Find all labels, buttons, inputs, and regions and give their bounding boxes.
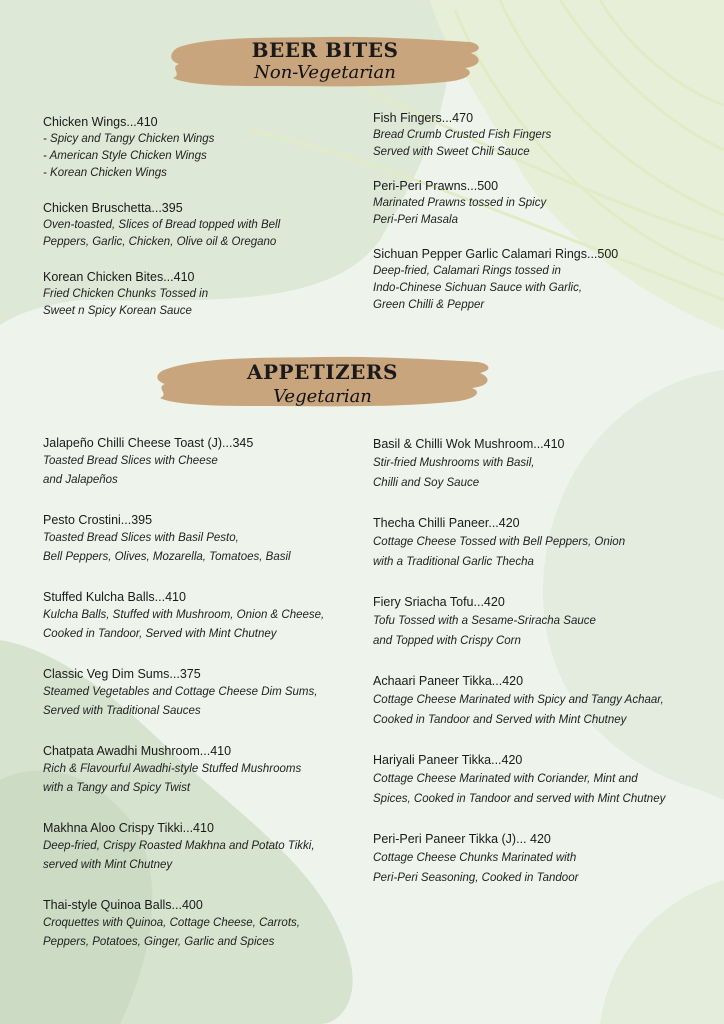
- menu-item-name: Peri-Peri Paneer Tikka (J)... 420: [373, 832, 551, 846]
- section-title: BEER BITES: [251, 38, 399, 62]
- menu-item: [373, 831, 713, 888]
- menu-item-name: Hariyali Paneer Tikka...420: [373, 753, 523, 767]
- menu-item-name: Pesto Crostini...395: [43, 513, 153, 527]
- menu-item-description: Peri-Peri Seasoning, Cooked in Tandoor: [373, 872, 579, 884]
- menu-item: [43, 435, 353, 490]
- menu-item-description: Bread Crumb Crusted Fish Fingers: [373, 129, 552, 141]
- menu-item-description: Toasted Bread Slices with Cheese: [43, 455, 218, 467]
- menu-item-name: Sichuan Pepper Garlic Calamari Rings...500: [373, 247, 619, 261]
- menu-item-description: Peppers, Potatoes, Ginger, Garlic and Spices: [43, 936, 275, 948]
- menu-item-description: Oven-toasted, Slices of Bread topped with Bell: [43, 219, 281, 231]
- menu-item-description: with a Traditional Garlic Thecha: [373, 556, 534, 568]
- menu-item-description: - American Style Chicken Wings: [43, 150, 207, 162]
- menu-item-description: Croquettes with Quinoa, Cottage Cheese, Carrots,: [43, 917, 300, 929]
- menu-item-description: Fried Chicken Chunks Tossed in: [43, 288, 209, 300]
- menu-item: [373, 110, 703, 161]
- section-subtitle: Vegetarian: [273, 386, 372, 407]
- menu-item-description: - Korean Chicken Wings: [43, 167, 167, 179]
- beer-bites-right-column: [373, 110, 703, 314]
- beer-bites-header: [165, 28, 485, 98]
- menu-item-description: Cottage Cheese Marinated with Coriander, Mint and: [373, 773, 638, 785]
- menu-item: [373, 246, 703, 314]
- menu-item-description: Cooked in Tandoor and Served with Mint Chutney: [373, 714, 627, 726]
- menu-item-description: Peppers, Garlic, Chicken, Olive oil & Oregano: [43, 236, 277, 248]
- menu-item-name: Chicken Wings...410: [43, 115, 158, 129]
- appetizers-header: [150, 348, 495, 418]
- menu-item: [373, 752, 713, 809]
- menu-item-name: Fiery Sriacha Tofu...420: [373, 595, 505, 609]
- menu-item-description: Cottage Cheese Marinated with Spicy and Tangy Achaar,: [373, 694, 664, 706]
- menu-item-name: Fish Fingers...470: [373, 111, 474, 125]
- menu-item-description: and Jalapeños: [43, 474, 118, 486]
- menu-item-description: Served with Sweet Chili Sauce: [373, 146, 530, 158]
- menu-item: [43, 820, 353, 875]
- menu-item-description: Stir-fried Mushrooms with Basil,: [373, 457, 535, 469]
- menu-item-name: Achaari Paneer Tikka...420: [373, 674, 524, 688]
- menu-item: [373, 594, 713, 651]
- menu-item-name: Stuffed Kulcha Balls...410: [43, 590, 186, 604]
- menu-item-name: Classic Veg Dim Sums...375: [43, 667, 201, 681]
- menu-item-description: Bell Peppers, Olives, Mozarella, Tomatoes, Basil: [43, 551, 291, 563]
- menu-item: [43, 666, 353, 721]
- menu-item: [43, 269, 343, 320]
- menu-item-name: Korean Chicken Bites...410: [43, 270, 195, 284]
- menu-item: [43, 200, 343, 251]
- menu-item-description: Cooked in Tandoor, Served with Mint Chutney: [43, 628, 277, 640]
- menu-item-description: Green Chilli & Pepper: [373, 299, 485, 311]
- menu-item-description: Cottage Cheese Chunks Marinated with: [373, 852, 577, 864]
- menu-item-name: Chatpata Awadhi Mushroom...410: [43, 744, 232, 758]
- menu-item-name: Thai-style Quinoa Balls...400: [43, 898, 203, 912]
- menu-item-description: Steamed Vegetables and Cottage Cheese Dim Sums,: [43, 686, 318, 698]
- menu-item-description: Chilli and Soy Sauce: [373, 477, 480, 489]
- section-title: APPETIZERS: [247, 360, 398, 384]
- menu-item-description: with a Tangy and Spicy Twist: [43, 782, 191, 794]
- menu-item-description: Cottage Cheese Tossed with Bell Peppers, Onion: [373, 536, 626, 548]
- menu-item-name: Peri-Peri Prawns...500: [373, 179, 499, 193]
- beer-bites-left-column: [43, 114, 343, 320]
- menu-item: [373, 515, 713, 572]
- appetizers-left-column: [43, 435, 353, 952]
- menu-item: [373, 673, 713, 730]
- menu-item: [43, 589, 353, 644]
- menu-item-description: Toasted Bread Slices with Basil Pesto,: [43, 532, 239, 544]
- menu-item-description: and Topped with Crispy Corn: [373, 635, 521, 647]
- menu-item-description: - Spicy and Tangy Chicken Wings: [43, 133, 215, 145]
- menu-item-name: Basil & Chilli Wok Mushroom...410: [373, 437, 565, 451]
- menu-item-description: Rich & Flavourful Awadhi-style Stuffed Mushrooms: [43, 763, 302, 775]
- menu-item-description: Deep-fried, Calamari Rings tossed in: [373, 265, 561, 277]
- section-subtitle: Non-Vegetarian: [254, 62, 396, 83]
- menu-item-description: Peri-Peri Masala: [373, 214, 458, 226]
- appetizers-right-column: [373, 436, 713, 888]
- menu-item: [43, 743, 353, 798]
- menu-item-name: Thecha Chilli Paneer...420: [373, 516, 520, 530]
- menu-item-description: Indo-Chinese Sichuan Sauce with Garlic,: [373, 282, 583, 294]
- menu-item: [373, 436, 713, 493]
- menu-item-description: Marinated Prawns tossed in Spicy: [373, 197, 547, 209]
- menu-item: [373, 178, 703, 229]
- menu-item: [43, 512, 353, 567]
- menu-item-description: served with Mint Chutney: [43, 859, 173, 871]
- menu-item: [43, 114, 343, 182]
- menu-item-description: Spices, Cooked in Tandoor and served with Mint Chutney: [373, 793, 666, 805]
- menu-item-description: Sweet n Spicy Korean Sauce: [43, 305, 192, 317]
- menu-item-name: Chicken Bruschetta...395: [43, 201, 183, 215]
- menu-item-description: Kulcha Balls, Stuffed with Mushroom, Onion & Cheese,: [43, 609, 325, 621]
- menu-item: [43, 897, 353, 952]
- menu-item-name: Jalapeño Chilli Cheese Toast (J)...345: [43, 436, 254, 450]
- menu-item-name: Makhna Aloo Crispy Tikki...410: [43, 821, 214, 835]
- menu-item-description: Deep-fried, Crispy Roasted Makhna and Potato Tikki,: [43, 840, 315, 852]
- menu-item-description: Served with Traditional Sauces: [43, 705, 201, 717]
- menu-item-description: Tofu Tossed with a Sesame-Sriracha Sauce: [373, 615, 596, 627]
